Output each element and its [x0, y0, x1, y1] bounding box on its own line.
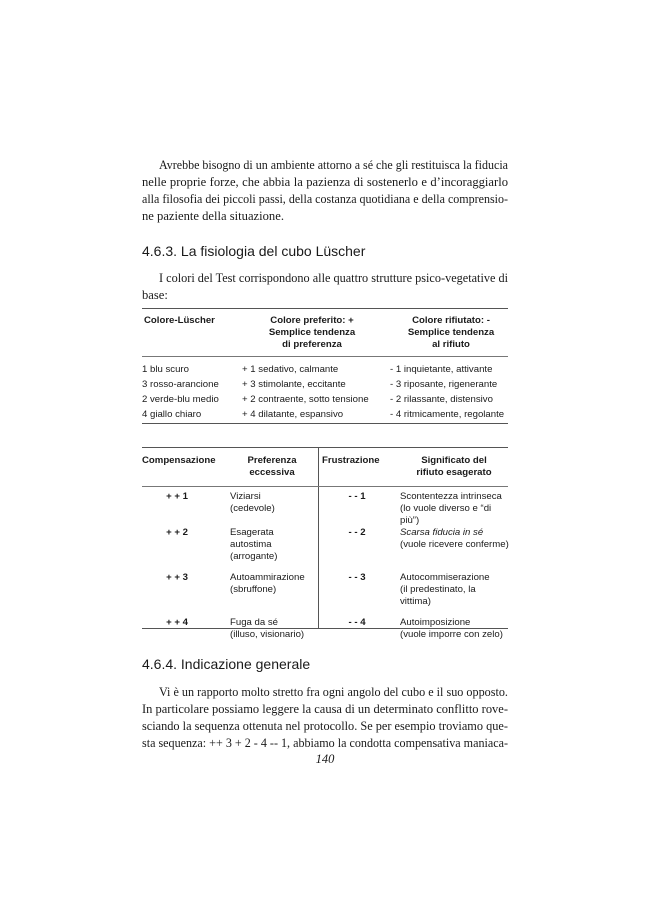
cell-line: (vuole imporre con zelo) — [400, 629, 503, 640]
table1-body — [142, 362, 508, 422]
cell-line: autostima — [230, 539, 272, 550]
cell: - 1 inquietante, attivante — [390, 364, 493, 375]
header-line: Colore rifiutato: - — [412, 315, 490, 326]
cell — [230, 617, 304, 641]
cell — [400, 491, 502, 527]
cell-line: (il predestinato, la — [400, 584, 476, 595]
header-line: Significato del — [421, 455, 487, 466]
text-line: sta sequenza: ++ 3 + 2 - 4 -- 1, abbiamo la condotta compensativa maniaca- — [142, 736, 508, 750]
table-row — [142, 362, 508, 377]
text-line: sciando la sequenza ottenuta nel protocollo. Se per esempio troviamo que- — [142, 719, 508, 733]
cell-line: (cedevole) — [230, 503, 275, 514]
cell-line: Fuga da sé — [230, 617, 279, 628]
cell: - - 2 — [348, 527, 366, 538]
cell: + + 4 — [166, 617, 188, 628]
table-rule — [142, 423, 508, 424]
cell-line: più”) — [400, 515, 420, 526]
table-row — [142, 572, 508, 617]
cell — [400, 527, 509, 551]
cell: 4 giallo chiaro — [142, 409, 202, 420]
cell: + + 1 — [166, 491, 188, 502]
cell: + + 2 — [166, 527, 188, 538]
cell: - - 3 — [348, 572, 366, 583]
table-row — [142, 491, 508, 527]
text-line: In particolare possiamo leggere la causa di un determinato conflitto rove- — [142, 702, 508, 716]
paragraph-intro — [142, 157, 508, 225]
header-cell — [230, 455, 314, 479]
table-rule — [142, 447, 508, 448]
section-heading-4-6-4: 4.6.4. Indicazione generale — [142, 656, 311, 672]
text-line: I colori del Test corrispondono alle quattro strutture psico-vegetative di — [159, 271, 509, 285]
cell — [230, 572, 305, 596]
cell: - - 4 — [348, 617, 366, 628]
cell: - 4 ritmicamente, regolante — [390, 409, 505, 420]
cell-line: (illuso, visionario) — [230, 629, 305, 640]
table-row — [142, 392, 508, 407]
header-cell — [390, 315, 512, 351]
header-line: eccessiva — [249, 467, 295, 478]
table-rule — [142, 308, 508, 309]
cell: 3 rosso-arancione — [142, 379, 219, 390]
cell-line: (arrogante) — [230, 551, 278, 562]
cell: + 2 contraente, sotto tensione — [242, 394, 369, 405]
cell: - 3 riposante, rigenerante — [390, 379, 498, 390]
cell: + 4 dilatante, espansivo — [242, 409, 344, 420]
section-heading-4-6-3: 4.6.3. La fisiologia del cubo Lüscher — [142, 243, 366, 259]
cell: - - 1 — [348, 491, 366, 502]
cell-line: (sbruffone) — [230, 584, 277, 595]
header-line: al rifiuto — [432, 339, 470, 350]
table-row — [142, 617, 508, 653]
cell-line: Autoimposizione — [400, 617, 471, 628]
header-line: Semplice tendenza — [268, 327, 356, 338]
table-rule — [142, 356, 508, 357]
cell: - 2 rilassante, distensivo — [390, 394, 493, 405]
cell-line: vittima) — [400, 596, 431, 607]
header-line: Semplice tendenza — [407, 327, 495, 338]
cell — [400, 572, 490, 608]
table-rule — [142, 486, 508, 487]
table-rule — [142, 628, 508, 629]
text-line: nelle proprie forze, che abbia la pazienza di sostenerlo e d’incoraggiarlo — [142, 175, 508, 189]
header-cell: Colore-Lüscher — [144, 315, 215, 326]
cell-line: (lo vuole diverso e “di — [400, 503, 492, 514]
cell — [400, 617, 503, 641]
text-line: ne paziente della situazione. — [142, 209, 284, 223]
cell-line: Viziarsi — [230, 491, 261, 502]
header-cell — [242, 315, 382, 351]
cell-line: Scarsa fiducia in sé — [400, 527, 484, 538]
header-line: Preferenza — [247, 455, 297, 466]
table-row — [142, 377, 508, 392]
page-number: 140 — [315, 752, 335, 766]
header-line: di preferenza — [282, 339, 342, 350]
text-line: alla filosofia dei piccoli passi, della costanza quotidiana e della comprensio- — [142, 192, 509, 206]
paragraph-colors — [142, 270, 508, 304]
cell-line: Autoammirazione — [230, 572, 305, 583]
cell-line: Esagerata — [230, 527, 274, 538]
text-line: Vi è un rapporto molto stretto fra ogni angolo del cubo e il suo opposto. — [159, 685, 508, 699]
table-row — [142, 527, 508, 572]
header-cell: Frustrazione — [322, 455, 380, 466]
paragraph-general — [142, 684, 508, 752]
cell: 1 blu scuro — [142, 364, 189, 375]
cell-line: Scontentezza intrinseca — [400, 491, 502, 502]
header-line: rifiuto esagerato — [416, 467, 492, 478]
header-line: Colore preferito: + — [270, 315, 354, 326]
cell-line: Autocommiserazione — [400, 572, 490, 583]
cell-line: (vuole ricevere conferme) — [400, 539, 509, 550]
cell: + 1 sedativo, calmante — [242, 364, 339, 375]
cell: 2 verde-blu medio — [142, 394, 219, 405]
header-cell: Compensazione — [142, 455, 216, 466]
cell — [230, 491, 275, 515]
text-line: Avrebbe bisogno di un ambiente attorno a sé che gli restituisca la fiducia — [159, 158, 508, 172]
table-row — [142, 407, 508, 422]
table1-header — [142, 315, 508, 355]
text-line: base: — [142, 288, 168, 302]
header-cell — [396, 455, 512, 479]
cell: + 3 stimolante, eccitante — [242, 379, 346, 390]
cell: + + 3 — [166, 572, 188, 583]
cell — [230, 527, 277, 563]
